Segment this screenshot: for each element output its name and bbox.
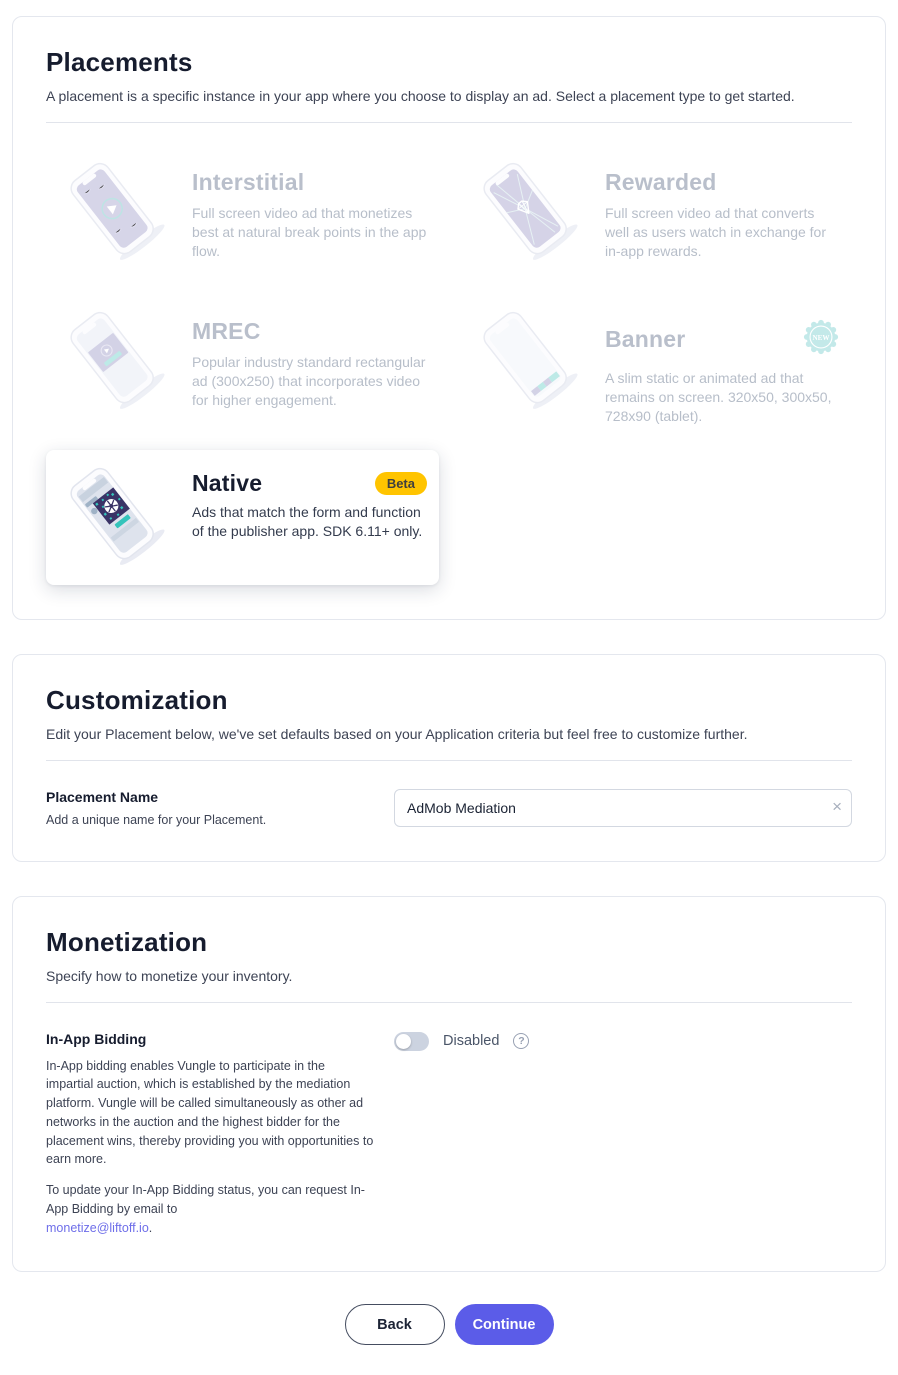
placements-title: Placements [46, 47, 193, 77]
beta-badge: Beta [375, 472, 427, 495]
footer-actions [0, 1304, 898, 1345]
mrec-phone-illustration [52, 304, 176, 419]
option-title: Rewarded [605, 169, 717, 195]
divider [46, 1002, 852, 1003]
clear-input-icon[interactable]: × [832, 796, 842, 816]
monetization-subtitle: Specify how to monetize your inventory. [46, 967, 293, 984]
customization-card [12, 654, 886, 862]
option-title: Banner [605, 326, 686, 352]
option-description: Ads that match the form and function of the publisher app. SDK 6.11+ only. [192, 503, 423, 539]
in-app-bidding-label: In-App Bidding [46, 1030, 147, 1047]
placement-name-input[interactable] [394, 789, 852, 827]
in-app-bidding-request: To update your In-App Bidding status, you can request In-App Bidding by email to monetize@liftoff.io. [46, 1183, 365, 1235]
option-description: Full screen video ad that converts well as users watch in exchange for in-app rewards. [605, 205, 826, 259]
continue-button[interactable]: Continue [455, 1304, 554, 1345]
placement-name-label: Placement Name [46, 788, 159, 805]
in-app-bidding-status: Disabled [443, 1033, 500, 1050]
placement-option-rewarded[interactable] [459, 145, 852, 280]
help-icon[interactable]: ? [513, 1033, 529, 1049]
option-title: Native [192, 469, 263, 496]
in-app-bidding-description: In-App bidding enables Vungle to participate in the impartial auction, which is established by the mediation platform. Vungle will be called simultaneously as other ad networks in the auction and the highest bidder for the placement wins, thereby providing you with opportunities to earn more. [46, 1058, 374, 1167]
placement-name-hint: Add a unique name for your Placement. [46, 812, 267, 827]
native-phone-illustration [52, 460, 176, 575]
interstitial-phone-illustration [52, 155, 176, 270]
divider [46, 760, 852, 761]
placement-options-grid [46, 145, 852, 585]
option-description: Full screen video ad that monetizes best at natural break points in the app flow. [192, 205, 427, 259]
option-description: Popular industry standard rectangular ad (300x250) that incorporates video for higher engagement. [192, 354, 426, 408]
banner-phone-illustration [465, 304, 589, 419]
placements-subtitle: A placement is a specific instance in your app where you choose to display an ad. Select a placement type to get started. [46, 88, 795, 104]
monetization-title: Monetization [46, 926, 208, 957]
placement-option-interstitial[interactable] [46, 145, 439, 280]
option-title: Interstitial [192, 169, 305, 195]
customization-subtitle: Edit your Placement below, we've set defaults based on your Application criteria but feel free to customize further. [46, 725, 748, 742]
placement-name-row [46, 789, 852, 827]
placement-option-native[interactable] [46, 450, 439, 585]
new-badge [802, 318, 840, 361]
monetize-email-link[interactable]: monetize@liftoff.io [46, 1220, 149, 1235]
option-description: A slim static or animated ad that remains on screen. 320x50, 300x50, 728x90 (tablet). [605, 370, 832, 424]
customization-title: Customization [46, 684, 228, 715]
rewarded-phone-illustration [465, 155, 589, 270]
monetization-card [12, 896, 886, 1273]
option-title: MREC [192, 318, 261, 344]
placement-option-banner[interactable] [459, 294, 852, 436]
placements-card [12, 16, 886, 620]
in-app-bidding-row [46, 1031, 852, 1238]
placement-option-mrec[interactable] [46, 294, 439, 436]
in-app-bidding-toggle[interactable] [394, 1032, 429, 1051]
back-button[interactable]: Back [345, 1304, 445, 1345]
new-badge-label: NEW [812, 333, 830, 342]
divider [46, 122, 852, 123]
